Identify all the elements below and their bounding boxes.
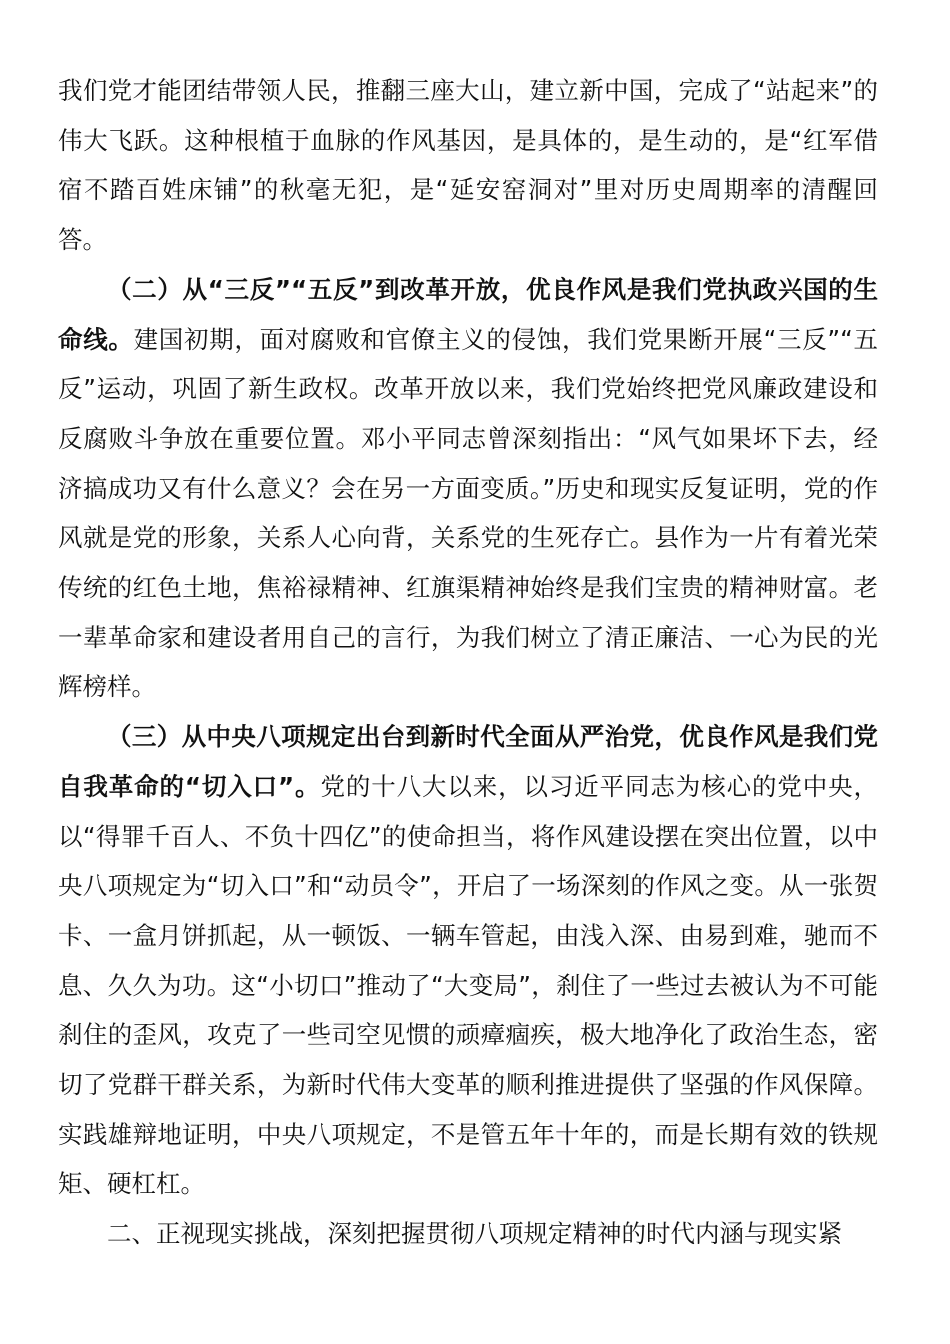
section-body-two: 建国初期，面对腐败和官僚主义的侵蚀，我们党果断开展“三反”“五反”运动，巩固了新生政权。改革开放以来，我们党始终把党风廉政建设和反腐败斗争放在重要位置。邓小平同志曾深刻指出：“风气如果坏下去，经济搞成功又有什么意义？会在另一方面变质。”历史和现实反复证明，党的作风就是党的形象，关系人心向背，关系党的生死存亡。县作为一片有着光荣传统的红色土地，焦裕禄精神、红旗渠精神始终是我们宝贵的精神财富。老一辈革命家和建设者用自己的言行，为我们树立了清正廉洁、一心为民的光辉榜样。 bbox=[58, 324, 879, 702]
document-body bbox=[58, 66, 878, 1259]
paragraph-section-two bbox=[58, 265, 878, 712]
paragraph-text: 我们党才能团结带领人民，推翻三座大山，建立新中国，完成了“站起来”的伟大飞跃。这种根植于血脉的作风基因，是具体的，是生动的，是“红军借宿不踏百姓床铺”的秋毫无犯，是“延安窑洞对”里对历史周期率的清醒回答。 bbox=[58, 76, 878, 255]
section-heading-three: （三）从中央八项规定出台到新时代全面从严治党，优良作风是我们党自我革命的“切入口”。 bbox=[58, 722, 878, 801]
chapter-heading-two bbox=[58, 1209, 878, 1259]
chapter-heading-text: 二、正视现实挑战，深刻把握贯彻八项规定精神的时代内涵与现实紧 bbox=[107, 1219, 842, 1249]
paragraph-founding-style bbox=[58, 66, 878, 265]
section-body-three: 党的十八大以来，以习近平同志为核心的党中央，以“得罪千百人、不负十四亿”的使命担当，将作风建设摆在突出位置，以中央八项规定为“切入口”和“动员令”，开启了一场深刻的作风之变。从一张贺卡、一盒月饼抓起，从一顿饭、一辆车管起，由浅入深、由易到难，驰而不息、久久为功。这“小切口”推动了“大变局”，刹住了一些过去被认为不可能刹住的歪风，攻克了一些司空见惯的顽瘴痼疾，极大地净化了政治生态，密切了党群干群关系，为新时代伟大变革的顺利推进提供了坚强的作风保障。实践雄辩地证明，中央八项规定，不是管五年十年的，而是长期有效的铁规矩、硬杠杠。 bbox=[58, 771, 878, 1199]
section-heading-two: （二）从“三反”“五反”到改革开放，优良作风是我们党执政兴国的生命线。 bbox=[58, 274, 878, 354]
paragraph-section-three bbox=[58, 712, 878, 1209]
